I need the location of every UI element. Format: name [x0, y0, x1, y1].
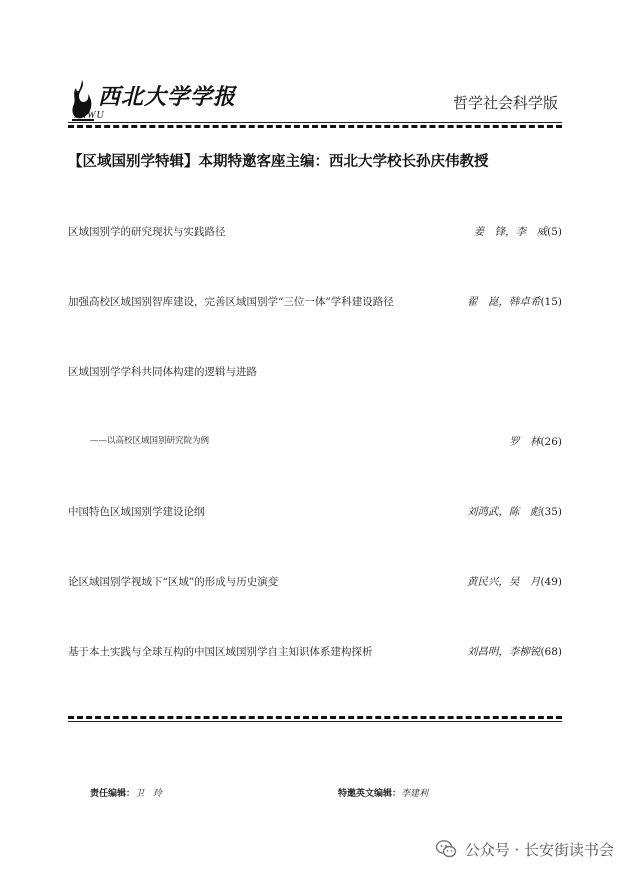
journal-logo: [68, 78, 237, 126]
watermark-text: 公众号 · 长安街读书会: [464, 840, 614, 859]
footer-rule-thick: [68, 716, 562, 719]
article-authors: 刘昌明，李柳锐: [466, 646, 541, 658]
english-editor: [338, 786, 428, 799]
toc-entry[interactable]: [68, 644, 562, 660]
article-authors: 罗 林: [508, 436, 541, 448]
english-editor-label: 特邀英文编辑：: [338, 789, 402, 799]
watermark: [435, 838, 614, 860]
toc-entry[interactable]: [68, 364, 562, 380]
article-byline: [467, 574, 562, 589]
header-rule-thick: [68, 125, 562, 128]
toc-entry-subtitle[interactable]: [68, 434, 562, 450]
toc-entry[interactable]: [68, 574, 562, 590]
article-subtitle: ——以高校区域国别研究院为例: [90, 436, 210, 446]
english-editor-name: 李建利: [401, 789, 429, 799]
article-title: 加强高校区域国别智库建设，完善区域国别学“三位一体”学科建设路径: [68, 296, 394, 308]
header-rule-thin: [68, 122, 562, 123]
article-title: 论区域国别学视域下“区域”的形成与历史演变: [68, 576, 279, 588]
toc-entry[interactable]: [68, 504, 562, 520]
article-title: 中国特色区域国别学建设论纲: [68, 506, 205, 518]
responsible-editor: [90, 786, 162, 799]
article-authors: 姜 锋，李 威: [473, 226, 548, 238]
responsible-editor-name: 卫 玲: [135, 789, 163, 799]
article-page: (35): [540, 506, 562, 518]
article-byline: [474, 224, 562, 239]
article-byline: [467, 294, 562, 309]
responsible-editor-label: 责任编辑：: [90, 789, 136, 799]
article-authors: 刘鸿武，陈 彪: [466, 506, 541, 518]
article-authors: 黄民兴，吴 月: [466, 576, 541, 588]
edition-label: 哲学社会科学版: [452, 94, 558, 112]
logo-abbreviation: JNWU: [74, 110, 105, 121]
toc-entry[interactable]: [68, 224, 562, 240]
footer-rule-thin: [68, 721, 562, 722]
toc-entry[interactable]: [68, 294, 562, 310]
article-byline: [509, 434, 562, 449]
article-page: (49): [540, 576, 562, 588]
article-byline: [467, 644, 562, 659]
special-issue-title: 【区域国别学特辑】本期特邀客座主编：西北大学校长孙庆伟教授: [68, 154, 489, 170]
article-title: 区域国别学的研究现状与实践路径: [68, 226, 226, 238]
article-page: (15): [540, 296, 562, 308]
article-title: 区域国别学学科共同体构建的逻辑与进路: [68, 366, 257, 378]
logo-text: 西北大学学报: [98, 84, 237, 110]
article-page: (68): [540, 646, 562, 658]
article-authors: 翟 崑，韩卓希: [466, 296, 541, 308]
article-byline: [467, 504, 562, 519]
article-page: (26): [540, 436, 562, 448]
article-page: (5): [547, 226, 562, 238]
article-title: 基于本土实践与全球互构的中国区域国别学自主知识体系建构探析: [68, 646, 373, 658]
wechat-icon: [435, 838, 457, 860]
